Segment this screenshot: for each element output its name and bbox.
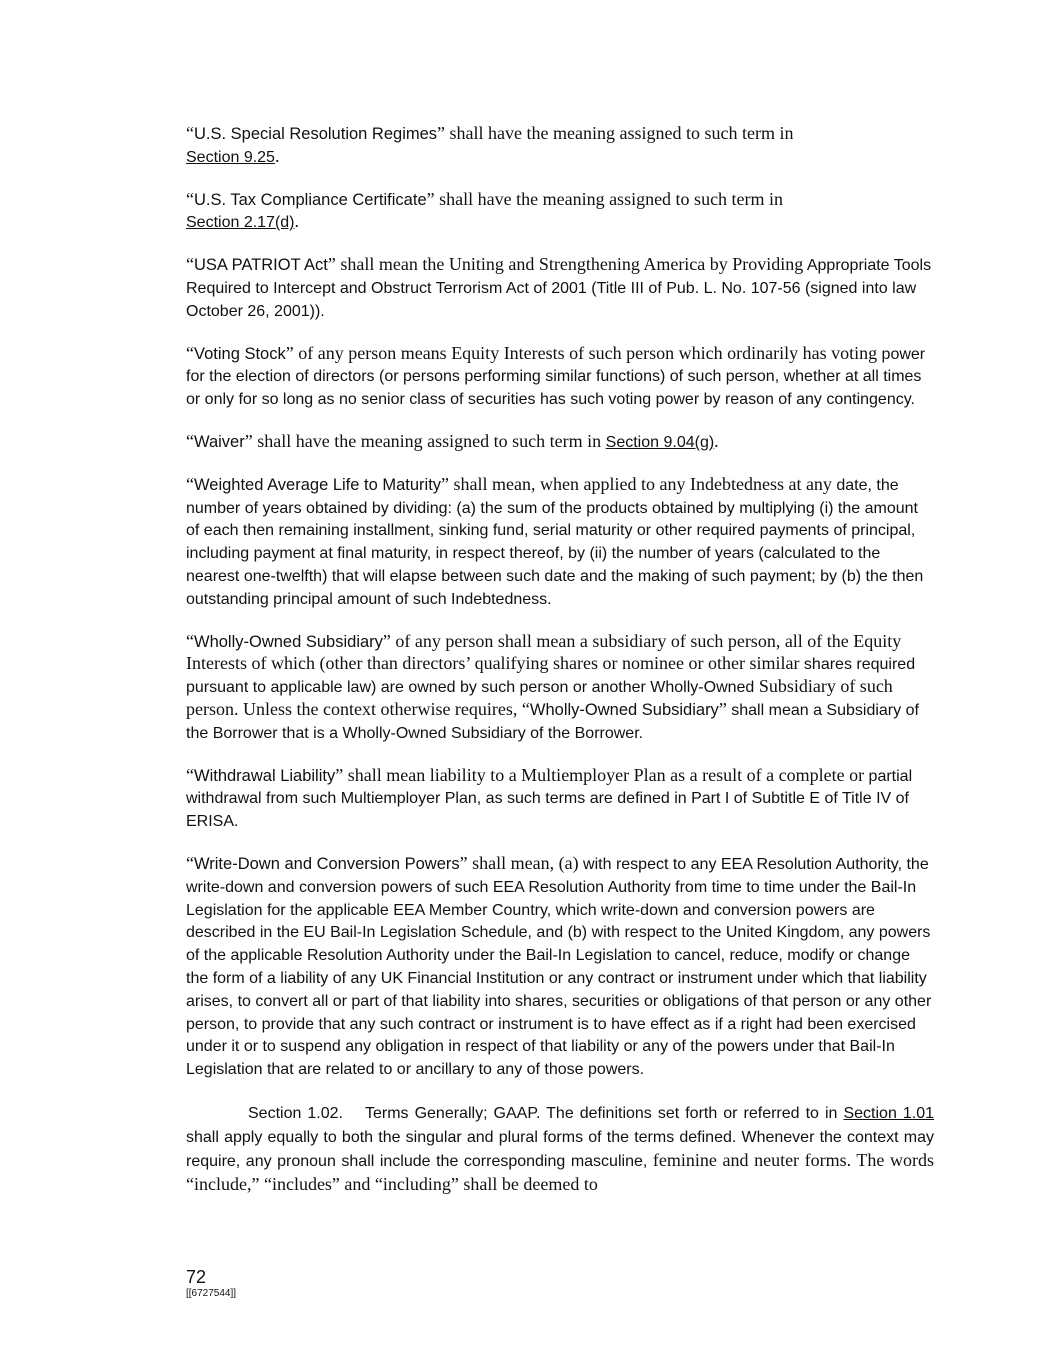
definition-text: shall have the meaning assigned to such term in	[252, 430, 606, 451]
definition-text: Appropriate Tools Required to Intercept and Obstruct Terrorism Act of 2001 (Title III of Pub. L. No. 107-56 (signed into law October 26, 2001)).	[186, 257, 932, 320]
definition-text: shall mean, (a)	[467, 852, 579, 873]
definition-text: shall have the meaning assigned to such term in	[445, 123, 794, 143]
definition-text: Subsidiary of such person. Unless the context otherwise requires, “	[186, 676, 893, 719]
definition-text: of any person shall mean a subsidiary of such person, all of the Equity Interests of which (other than directors’ qualifying shares or nominee or other similar	[186, 630, 902, 674]
document-id: [[6727544]]	[186, 1288, 237, 1299]
page-number: 72	[186, 1267, 207, 1287]
defined-term: Waiver	[194, 432, 245, 451]
definition-text: shall mean a Subsidiary of the Borrower that is a Wholly-Owned Subsidiary of the Borrower.	[186, 701, 919, 742]
document-body	[186, 123, 934, 1195]
definition-waiver: “Waiver” shall have the meaning assigned to such term in Section 9.04(g).	[186, 430, 719, 451]
section-reference-link[interactable]: Section 2.17(d)	[186, 214, 295, 232]
defined-term: USA PATRIOT Act	[194, 256, 328, 275]
page-footer	[186, 1266, 236, 1300]
definition-text: .	[274, 145, 280, 166]
defined-term: Weighted Average Life to Maturity	[194, 475, 442, 494]
defined-term: U.S. Tax Compliance Certificate	[194, 190, 427, 209]
definition-text: power for the election of directors (or persons performing similar functions) of such person, whether at all times or only for so long as no senior class of securities has such voting power by reason of any contingency.	[186, 345, 926, 409]
definition-weighted-average-life-to-maturity: “Weighted Average Life to Maturity” shall mean, when applied to any Indebtedness at any date, the number of years obtained by dividing: (a) the sum of the products obtained by multiplying (i) the amount of each then remaining installment, sinking fund, serial maturity or other required payments of principal, including payment at final maturity, in respect thereof, by (ii) the number of years (calculated to the nearest one-twelfth) that will elapse between such date and the making of such payment; by (b) the then outstanding principal amount of such Indebtedness.	[186, 473, 924, 608]
section-reference-link[interactable]: Section 9.25	[186, 148, 275, 166]
definition-write-down-and-conversion-powers: “Write-Down and Conversion Powers” shall mean, (a) with respect to any EEA Resolution Authority, the write-down and conversion powers of such EEA Resolution Authority from time to time under the Bail-In Legislation for the applicable EEA Member Country, which write-down and conversion powers are described in the EU Bail-In Legislation Schedule, and (b) with respect to the United Kingdom, any powers of the applicable Resolution Authority under the Bail-In Legislation to cancel, reduce, modify or change the form of a liability of any UK Financial Institution or any contract or instrument under which that liability arises, to convert all or part of that liability into shares, securities or obligations of that person or any other person, to provide that any such contract or instrument is to have effect as if a right had been exercised under it or to suspend any obligation in respect of that liability or any of the powers under that Bail-In Legislation that are related to or ancillary to any of those powers.	[186, 852, 932, 1079]
section-number: Section 1.02.	[248, 1104, 343, 1122]
section-text: The definitions set forth or referred to in	[540, 1104, 844, 1122]
defined-term: U.S. Special Resolution Regimes	[194, 125, 438, 143]
section-title: Terms Generally; GAAP.	[365, 1104, 541, 1122]
section-reference-link[interactable]: Section 1.01	[843, 1104, 935, 1122]
definition-text: partial withdrawal from such Multiemployer Plan, as such terms are defined in Part I of Subtitle E of Title IV of ERISA.	[186, 767, 913, 831]
defined-term: Withdrawal Liability	[194, 766, 336, 785]
definition-us-special-resolution-regimes: “U.S. Special Resolution Regimes” shall have the meaning assigned to such term in Section 9.25.	[186, 123, 794, 166]
definition-usa-patriot-act: “USA PATRIOT Act” shall mean the Uniting and Strengthening America by Providing Appropriate Tools Required to Intercept and Obstruct Terrorism Act of 2001 (Title III of Pub. L. No. 107-56 (signed into law October 26, 2001)).	[186, 254, 932, 320]
defined-term: Wholly-Owned Subsidiary	[194, 632, 383, 651]
definition-text: date, the number of years obtained by dividing: (a) the sum of the products obtained by multiplying (i) the amount of each then remaining installment, sinking fund, serial maturity or other required payments of principal, including payment at final maturity, in respect thereof, by (ii) the number of years (calculated to the nearest one-twelfth) that will elapse between such date and the making of such payment; by (b) the then outstanding principal amount of such Indebtedness.	[186, 476, 924, 608]
definition-text: .	[714, 430, 719, 451]
defined-term: Wholly-Owned Subsidiary	[529, 700, 719, 719]
definition-text: of any person means Equity Interests of such person which ordinarily has voting	[293, 342, 878, 363]
definition-text: shall mean, when applied to any Indebtedness at any	[449, 473, 832, 494]
definition-wholly-owned-subsidiary: “Wholly-Owned Subsidiary” of any person shall mean a subsidiary of such person, all of the Equity Interests of which (other than directors’ qualifying shares or nominee or other similar shares required pursuant to applicable law) are owned by such person or another Wholly-Owned Subsidiary of such person. Unless the context otherwise requires, “Wholly-Owned Subsidiary” shall mean a Subsidiary of the Borrower that is a Wholly-Owned Subsidiary of the Borrower.	[186, 630, 919, 742]
section-text: shall apply equally to both the singular and plural forms of the terms defined. Whenever the context may require, any pronoun shall include the corresponding masculine,	[186, 1128, 934, 1170]
definition-text: .	[294, 211, 300, 232]
definition-text: shall have the meaning assigned to such term in	[434, 188, 784, 209]
definition-voting-stock: “Voting Stock” of any person means Equity Interests of such person which ordinarily has voting power for the election of directors (or persons performing similar functions) of such person, whether at all times or only for so long as no senior class of securities has such voting power by reason of any contingency.	[186, 342, 926, 409]
section-1-02	[186, 1101, 934, 1195]
defined-term: Write-Down and Conversion Powers	[194, 854, 460, 873]
definition-text: ”	[718, 698, 727, 719]
definition-withdrawal-liability: “Withdrawal Liability” shall mean liability to a Multiemployer Plan as a result of a complete or partial withdrawal from such Multiemployer Plan, as such terms are defined in Part I of Subtitle E of Title IV of ERISA.	[186, 764, 913, 831]
definition-text: shall mean liability to a Multiemployer Plan as a result of a complete or	[343, 764, 865, 785]
section-reference-link[interactable]: Section 9.04(g)	[605, 433, 715, 451]
definition-text: shall mean the Uniting and Strengthening America by Providing	[335, 254, 804, 275]
definition-us-tax-compliance-certificate: “U.S. Tax Compliance Certificate” shall have the meaning assigned to such term in Section 2.17(d).	[186, 188, 784, 232]
definition-text: shares required pursuant to applicable law) are owned by such person or another Wholly-Owned	[186, 656, 916, 697]
definition-text: with respect to any EEA Resolution Authority, the write-down and conversion powers of such EEA Resolution Authority from time to time under the Bail-In Legislation for the applicable EEA Member Country, which write-down and conversion powers are described in the EU Bail-In Legislation Schedule, and (b) with respect to the United Kingdom, any powers of the applicable Resolution Authority under the Bail-In Legislation to cancel, reduce, modify or change the form of a liability of any UK Financial Institution or any contract or instrument under which that liability arises, to convert all or part of that liability into shares, securities or obligations of that person or any other person, to provide that any such contract or instrument is to have effect as if a right had been exercised under it or to suspend any obligation in respect of that liability or any of the powers under that Bail-In Legislation that are related to or ancillary to any of those powers.	[186, 855, 932, 1079]
defined-term: Voting Stock	[194, 344, 286, 363]
section-text: feminine and neuter forms. The words “include,” “includes” and “including” shall be deemed to	[186, 1149, 935, 1194]
